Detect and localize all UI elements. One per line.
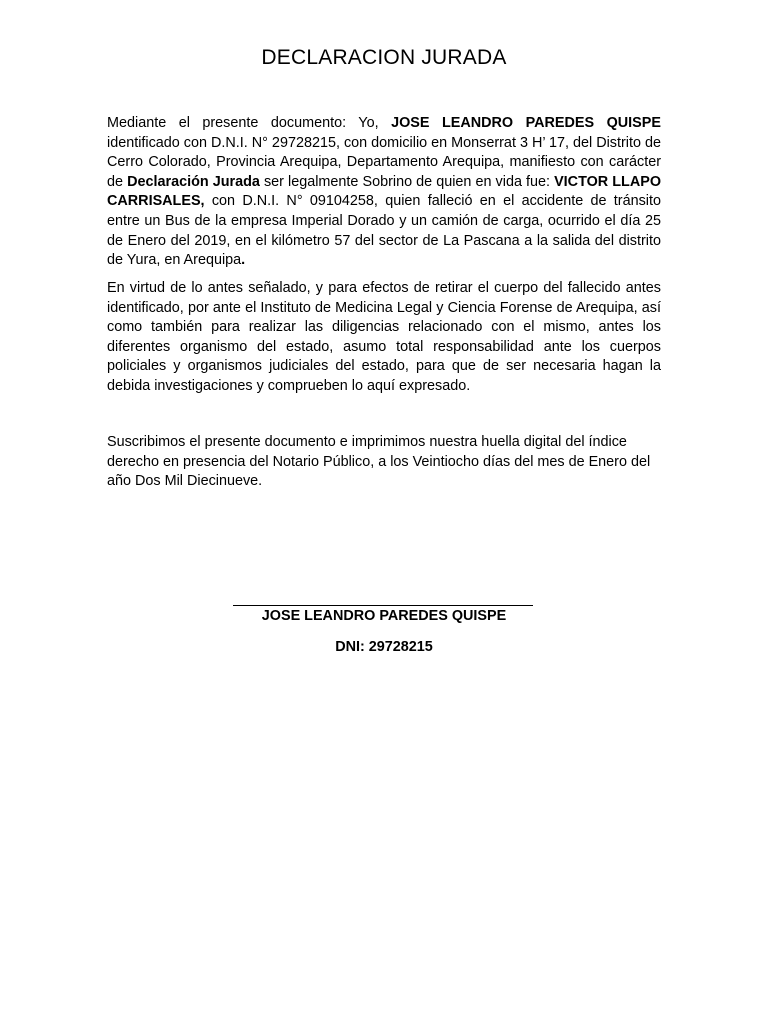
declaracion-jurada-bold: Declaración Jurada xyxy=(127,173,260,190)
p1-text-2: identificado con D.N.I. N° 29728215, con domicilio en Monserrat 3 H’ 17, del Distrito de Cerro Colorado, Provincia Arequipa, Departamento Arequipa, manifiesto con carácter de xyxy=(107,134,661,190)
deceased-name: VICTOR LLAPO CARRISALES, xyxy=(107,173,662,210)
declarant-name: JOSE LEANDRO PAREDES QUISPE xyxy=(391,115,661,131)
paragraph-subscription: Suscribimos el presente documento e imprimimos nuestra huella digital del índice derecho en presencia del Notario Público, a los Veintiocho días del mes de Enero del año Dos Mil Diecinueve. xyxy=(107,434,651,490)
paragraph-declaration xyxy=(107,114,661,271)
signature-name: JOSE LEANDRO PAREDES QUISPE xyxy=(261,608,507,624)
document-title: DECLARACION JURADA xyxy=(261,46,507,69)
p1-text-4: con D.N.I. N° 09104258, quien falleció en el accidente de tránsito entre un Bus de la empresa Imperial Dorado y un camión de carga, ocurrido el día 25 de Enero del 2019, en el kilómetro 57 del sector de La Pascana a la salida del distrito de Yura, en Arequipa xyxy=(107,193,661,269)
p1-text-3: ser legalmente Sobrino de quien en vida fue: xyxy=(259,173,555,190)
signature-dni: DNI: 29728215 xyxy=(335,639,433,655)
paragraph-responsibility: En virtud de lo antes señalado, y para efectos de retirar el cuerpo del fallecido antes identificado, por ante el Instituto de Medicina Legal y Ciencia Forense de Arequipa, así como también para realizar las diligencias relacionado con el mismo, antes los diferentes organismo del estado, asumo total responsabilidad ante los cuerpos policiales y organismos judiciales del estado, para que de ser necesaria hagan la debida investigaciones y comprueben lo aquí expresado. xyxy=(107,280,661,394)
p1-period: . xyxy=(241,252,246,269)
p1-text-1: Mediante el presente documento: Yo, xyxy=(107,115,392,131)
signature-line xyxy=(233,605,533,606)
